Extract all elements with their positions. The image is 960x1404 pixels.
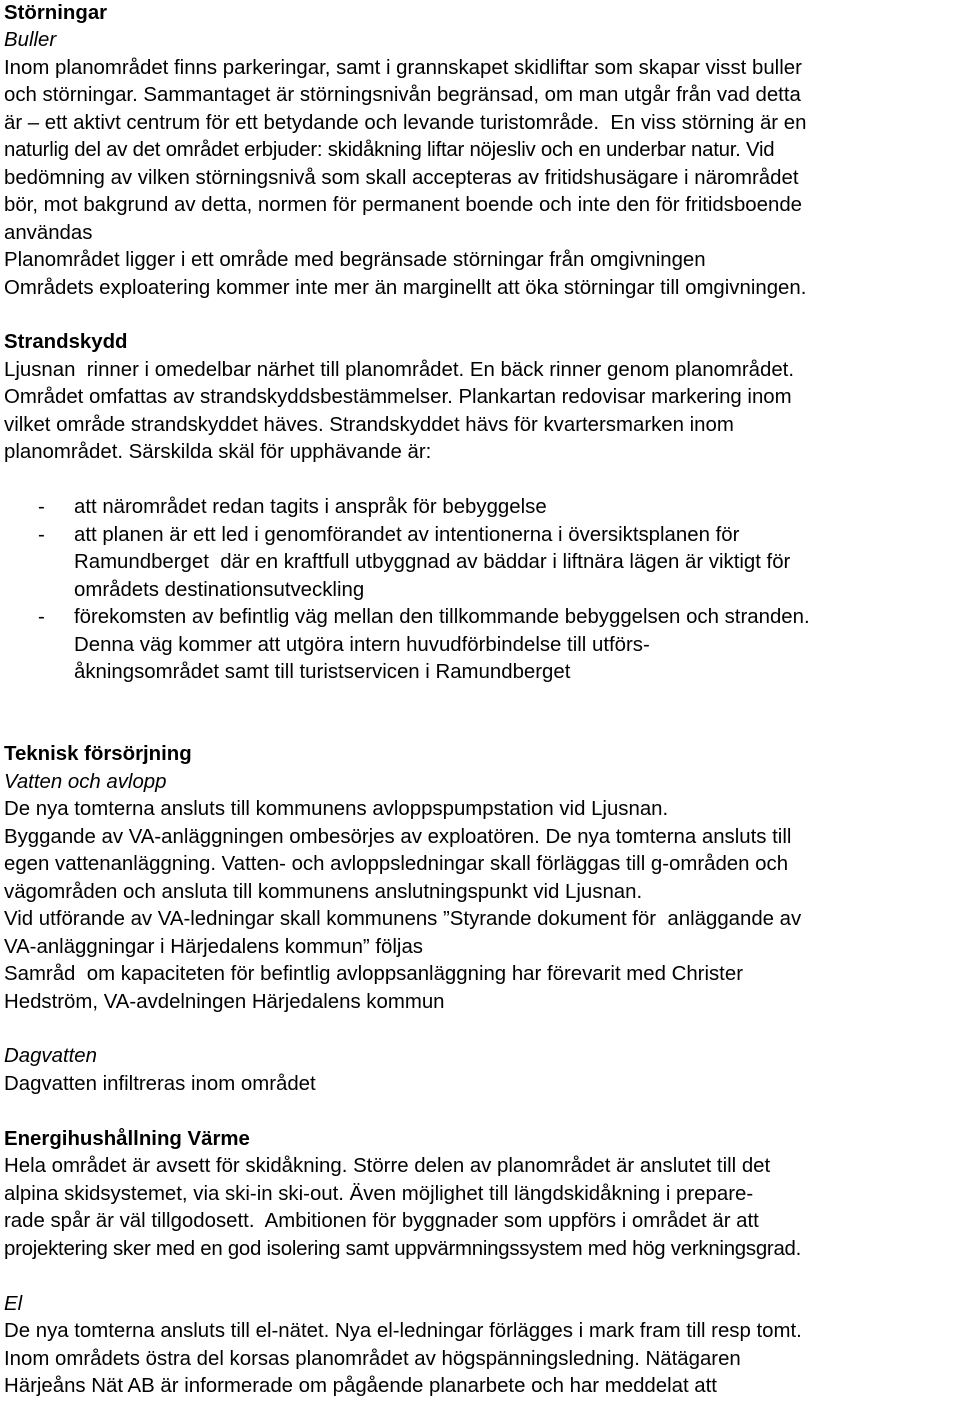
paragraph-line: användas	[4, 222, 93, 244]
bullet-item: att planen är ett led i genomförandet av intentionerna i översiktsplanen för	[74, 524, 740, 546]
bullet-item-continuation: Denna väg kommer att utgöra intern huvudförbindelse till utförs-	[74, 634, 650, 656]
subheading-buller: Buller	[4, 29, 57, 51]
bullet-item: att närområdet redan tagits i anspråk för bebyggelse	[74, 496, 547, 518]
paragraph-line: Området omfattas av strandskyddsbestämmelser. Plankartan redovisar markering inom	[4, 386, 792, 408]
bullet-item-continuation: åkningsområdet samt till turistservicen i Ramundberget	[74, 661, 571, 683]
paragraph-line: Vid utförande av VA-ledningar skall kommunens ”Styrande dokument för anläggande av	[4, 908, 802, 930]
section-heading-strandskydd: Strandskydd	[4, 331, 128, 353]
paragraph-line: Hela området är avsett för skidåkning. Större delen av planområdet är anslutet till det	[4, 1155, 771, 1177]
paragraph-line: och störningar. Sammantaget är störningsnivån begränsad, om man utgår från vad detta	[4, 84, 801, 106]
paragraph-line: naturlig del av det området erbjuder: skidåkning liftar nöjesliv och en underbar natur. Vid	[4, 139, 775, 161]
paragraph-line: vilket område strandskyddet häves. Strandskyddet hävs för kvartersmarken inom	[4, 414, 734, 436]
paragraph-line: VA-anläggningar i Härjedalens kommun” följas	[4, 936, 423, 958]
paragraph-line: vägområden och ansluta till kommunens anslutningspunkt vid Ljusnan.	[4, 881, 643, 903]
paragraph-line: alpina skidsystemet, via ski-in ski-out. Även möjlighet till längdskidåkning i prepare-	[4, 1183, 754, 1205]
bullet-marker: -	[38, 606, 45, 628]
paragraph-line: Byggande av VA-anläggningen ombesörjes av exploatören. De nya tomterna ansluts till	[4, 826, 792, 848]
bullet-marker: -	[38, 496, 45, 518]
paragraph-line: Områdets exploatering kommer inte mer än marginellt att öka störningar till omgivningen.	[4, 277, 807, 299]
subheading-el: El	[4, 1293, 23, 1315]
subheading-dagvatten: Dagvatten	[4, 1045, 97, 1067]
paragraph-line: Härjeåns Nät AB är informerade om pågående planarbete och har meddelat att	[4, 1375, 717, 1397]
paragraph-line: De nya tomterna ansluts till kommunens avloppspumpstation vid Ljusnan.	[4, 798, 669, 820]
paragraph-line: är – ett aktivt centrum för ett betydande och levande turistområde. En viss störning är en	[4, 112, 807, 134]
bullet-marker: -	[38, 524, 45, 546]
bullet-item-continuation: områdets destinationsutveckling	[74, 579, 365, 601]
paragraph-line: bedömning av vilken störningsnivå som skall accepteras av fritidshusägare i närområdet	[4, 167, 799, 189]
paragraph-line: Samråd om kapaciteten för befintlig avloppsanläggning har förevarit med Christer	[4, 963, 743, 985]
paragraph-line: Dagvatten infiltreras inom området	[4, 1073, 316, 1095]
bullet-item: förekomsten av befintlig väg mellan den tillkommande bebyggelsen och stranden.	[74, 606, 810, 628]
paragraph-line: planområdet. Särskilda skäl för upphävande är:	[4, 441, 432, 463]
paragraph-line: Inom områdets östra del korsas planområdet av högspänningsledning. Nätägaren	[4, 1348, 741, 1370]
subheading-vatten: Vatten och avlopp	[4, 771, 167, 793]
section-heading-storningar: Störningar	[4, 2, 108, 24]
paragraph-line: Hedström, VA-avdelningen Härjedalens kommun	[4, 991, 445, 1013]
paragraph-line: rade spår är väl tillgodosett. Ambitionen för byggnader som uppförs i området är att	[4, 1210, 759, 1232]
paragraph-line: bör, mot bakgrund av detta, normen för permanent boende och inte den för fritidsboende	[4, 194, 803, 216]
paragraph-line: De nya tomterna ansluts till el-nätet. Nya el-ledningar förlägges i mark fram till resp tomt.	[4, 1320, 802, 1342]
paragraph-line: projektering sker med en god isolering samt uppvärmningssystem med hög verkningsgrad.	[4, 1238, 802, 1260]
section-heading-teknisk: Teknisk försörjning	[4, 743, 192, 765]
paragraph-line: Inom planområdet finns parkeringar, samt i grannskapet skidliftar som skapar visst buller	[4, 57, 802, 79]
paragraph-line: egen vattenanläggning. Vatten- och avloppsledningar skall förläggas till g-områden och	[4, 853, 789, 875]
paragraph-line: Ljusnan rinner i omedelbar närhet till planområdet. En bäck rinner genom planområdet.	[4, 359, 795, 381]
section-heading-energi: Energihushållning Värme	[4, 1128, 250, 1150]
paragraph-line: Planområdet ligger i ett område med begränsade störningar från omgivningen	[4, 249, 706, 271]
bullet-item-continuation: Ramundberget där en kraftfull utbyggnad av bäddar i liftnära lägen är viktigt för	[74, 551, 791, 573]
